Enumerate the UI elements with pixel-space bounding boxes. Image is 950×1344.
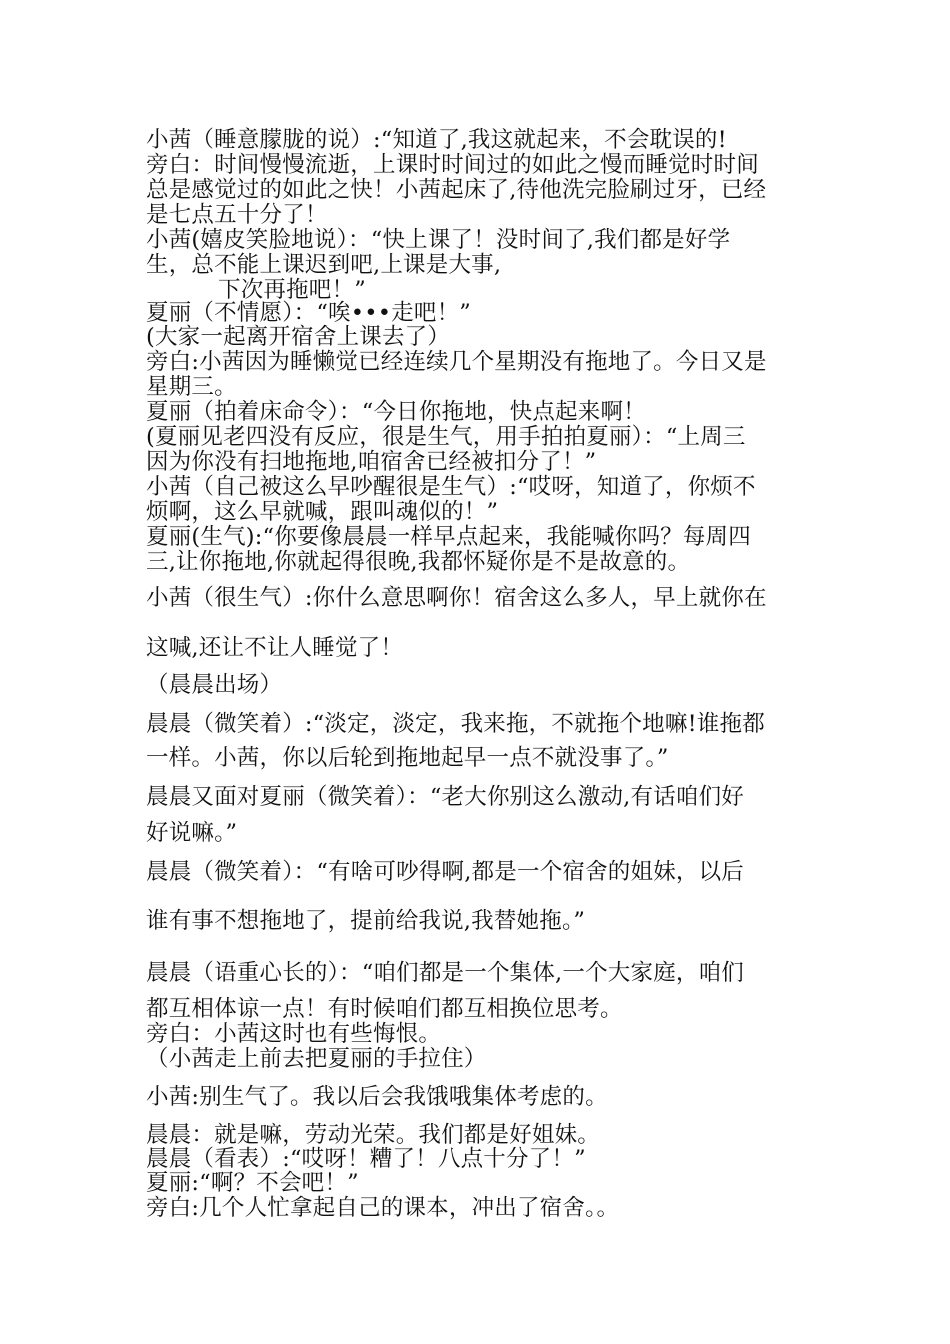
text-line: 是七点五十分了！ [146, 202, 328, 228]
text-line: 旁白：时间慢慢流逝，上课时时间过的如此之慢而睡觉时时间 [146, 152, 759, 178]
text-line: 这喊,还让不让人睡觉了！ [146, 635, 404, 661]
text-line: 小茜（自己被这么早吵醒很是生气）:“哎呀，知道了，你烦不 [146, 474, 756, 500]
text-line: 三,让你拖地,你就起得很晚,我都怀疑你是不是故意的。 [146, 549, 691, 575]
text-line: (夏丽见老四没有反应，很是生气，用手拍拍夏丽）：“上周三 [146, 424, 746, 450]
text-line: (大家一起离开宿舍上课去了） [146, 324, 451, 350]
text-line: 晨晨（语重心长的）：“咱们都是一个集体,一个大家庭，咱们 [146, 960, 745, 986]
text-line: 小茜（很生气）:你什么意思啊你！宿舍这么多人，早上就你在 [146, 585, 767, 611]
text-line: 夏丽(生气):“你要像晨晨一样早点起来，我能喊你吗？每周四 [146, 524, 751, 550]
text-line: 星期三。 [146, 374, 237, 400]
text-line: 一样。小茜，你以后轮到拖地起早一点不就没事了。” [146, 745, 669, 771]
text-line: 小茜:别生气了。我以后会我饿哦集体考虑的。 [146, 1084, 608, 1110]
text-line: 烦啊，这么早就喊，跟叫魂似的！” [146, 499, 499, 525]
text-line: 夏丽（拍着床命令）：“今日你拖地，快点起来啊！ [146, 399, 646, 425]
text-line: 旁白：小茜这时也有些悔恨。 [146, 1021, 442, 1047]
text-line: 都互相体谅一点！有时候咱们都互相换位思考。 [146, 996, 623, 1022]
text-line: 晨晨：就是嘛，劳动光荣。我们都是好姐妹。 [146, 1122, 601, 1148]
text-line: 谁有事不想拖地了，提前给我说,我替她拖。” [146, 908, 586, 934]
text-line: 晨晨又面对夏丽（微笑着）：“老大你别这么激动,有话咱们好 [146, 784, 745, 810]
text-line: 总是感觉过的如此之快！小茜起床了,待他洗完脸刷过牙，已经 [146, 177, 767, 203]
text-line: 好说嘛。” [146, 820, 238, 846]
text-line: 晨晨（看表）:“哎呀！糟了！八点十分了！” [146, 1146, 586, 1172]
text-line: 小茜(嬉皮笑脸地说）：“快上课了！没时间了,我们都是好学 [146, 227, 731, 253]
text-line: 下次再拖吧！” [218, 277, 366, 303]
text-line: 生，总不能上课迟到吧,上课是大事, [146, 252, 502, 278]
text-line: 旁白:几个人忙拿起自己的课本，冲出了宿舍。。 [146, 1195, 620, 1221]
text-line: （小茜走上前去把夏丽的手拉住） [146, 1046, 487, 1072]
text-line: 因为你没有扫地拖地,咱宿舍已经被扣分了！” [146, 449, 597, 475]
text-line: 夏丽（不情愿）：“唉•••走吧！” [146, 300, 471, 326]
text-line: 旁白:小茜因为睡懒觉已经连续几个星期没有拖地了。今日又是 [146, 349, 767, 375]
text-line: 小茜（睡意朦胧的说）:“知道了,我这就起来，不会耽误的! [146, 127, 727, 153]
text-line: 晨晨（微笑着）:“淡定，淡定，我来拖，不就拖个地嘛!谁拖都 [146, 711, 765, 737]
text-line: 晨晨（微笑着）：“有啥可吵得啊,都是一个宿舍的姐妹，以后 [146, 859, 745, 885]
text-line: （晨晨出场） [146, 672, 283, 698]
text-line: 夏丽:“啊？不会吧！” [146, 1170, 359, 1196]
